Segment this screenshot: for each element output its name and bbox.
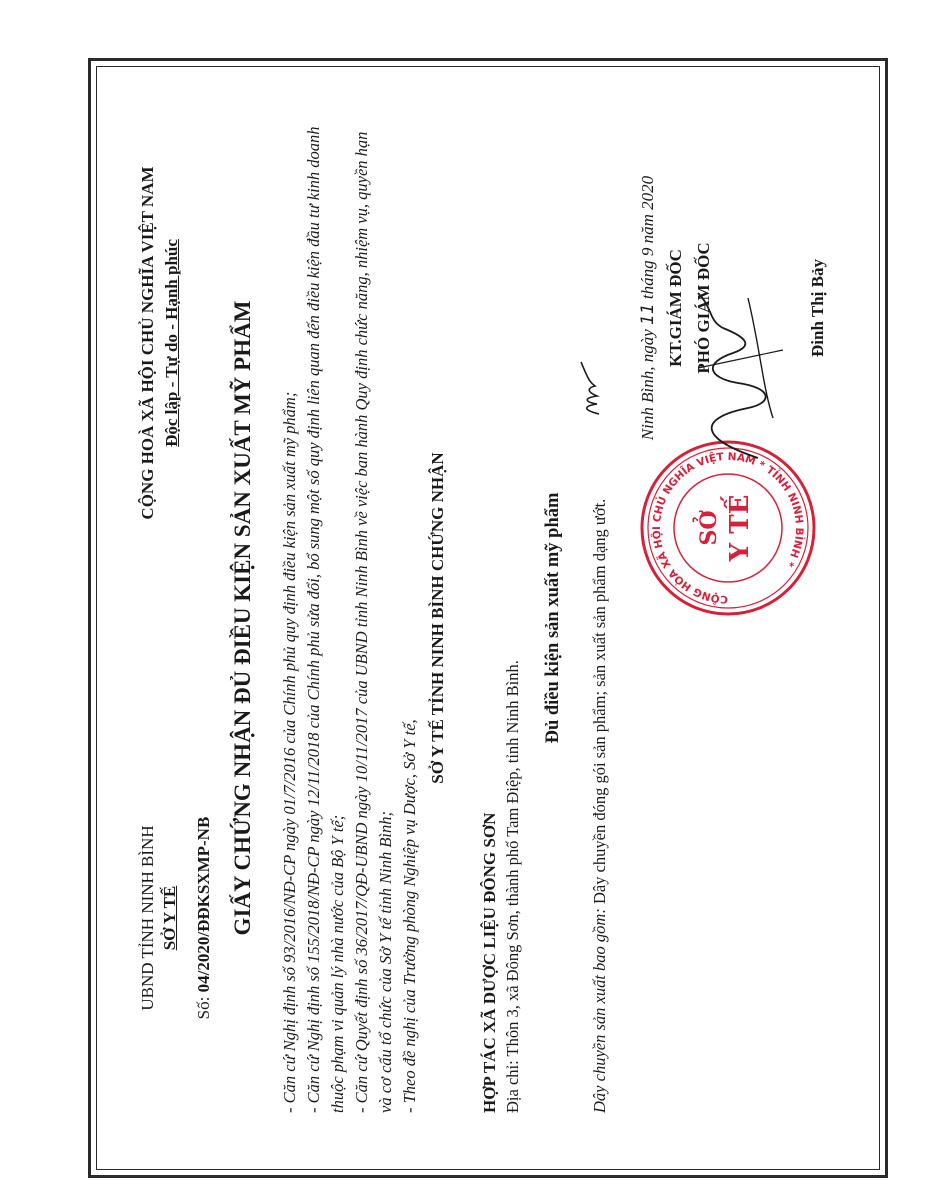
document-number-label: Số: — [194, 992, 213, 1020]
certifier-heading: SỞ Y TẾ TỈNH NINH BÌNH CHỨNG NHẬN — [428, 452, 447, 784]
document-title: GIẤY CHỨNG NHẬN ĐỦ ĐIỀU KIỆN SẢN XUẤT MỸ PHẨM — [230, 300, 255, 936]
signer-role-secondary: PHÓ GIÁM ĐỐC — [694, 242, 713, 374]
seal-center-bottom: Y TẾ — [725, 494, 755, 562]
legal-basis-item: - Căn cứ Quyết định số 36/2017/QĐ-UBND ngày 10/11/2017 của UBND tỉnh Ninh Bình về việc ban hành Quy định chức năng, nhiệm vụ, quyền hạn và cơ cấu tổ chức của Sở Y tế tỉnh Ninh Bình; — [352, 131, 395, 1113]
certification-status: Đủ điều kiện sản xuất mỹ phẩm — [543, 492, 563, 744]
certificate-document — [118, 98, 858, 1138]
issuer-org: UBND TỈNH NINH BÌNH — [138, 825, 157, 1011]
legal-basis-item: - Căn cứ Nghị định số 155/2018/NĐ-CP ngày 12/11/2018 của Chính phủ sửa đổi, bổ sung một số quy định liên quan đến điều kiện đầu tư kinh doanh thuộc phạm vi quản lý nhà nước của Bộ Y tế; — [304, 126, 347, 1113]
production-lines-text: Dây chuyền đóng gói sản phẩm; sản xuất sản phẩm dạng ướt. — [590, 498, 609, 909]
legal-basis — [278, 113, 422, 1113]
signer-name: Đinh Thị Bảy — [808, 259, 827, 357]
national-motto: Độc lập - Tự do - Hạnh phúc — [162, 239, 181, 447]
certificate-holder — [480, 153, 523, 1113]
production-lines-label: Dây chuyền sản xuất bao gồm: — [590, 908, 609, 1113]
seal-center-top: SỞ — [696, 510, 722, 546]
place-date-prefix: Ninh Bình, ngày — [638, 324, 657, 441]
holder-name: HỢP TÁC XÃ DƯỢC LIỆU ĐÔNG SƠN — [480, 812, 499, 1113]
signer-role-primary: KT.GIÁM ĐỐC — [666, 249, 685, 367]
document-number-value: 04/2020/ĐĐKSXMP-NB — [194, 816, 213, 993]
handwritten-initials — [573, 358, 607, 418]
production-lines — [590, 133, 610, 1113]
handwritten-signature — [678, 278, 798, 478]
national-title: CỘNG HOÀ XÃ HỘI CHỦ NGHĨA VIỆT NAM — [138, 166, 157, 520]
national-header — [138, 108, 182, 578]
issuer-department: SỞ Y TẾ — [160, 885, 179, 951]
legal-basis-item: - Căn cứ Nghị định số 93/2016/NĐ-CP ngày 01/7/2016 của Chính phủ quy định điều kiện sản xuất mỹ phẩm; — [280, 391, 299, 1113]
legal-basis-item: - Theo đề nghị của Trưởng phòng Nghiệp vụ Dược, Sở Y tế, — [400, 719, 419, 1113]
document-number — [194, 738, 214, 1098]
issuer-header — [138, 738, 214, 1098]
seal-ring-text: CỘNG HÒA XÃ HỘI CHỦ NGHĨA VIỆT NAM * TỈNH NINH BÌNH * — [650, 450, 806, 606]
holder-address: Địa chỉ: Thôn 3, xã Đông Sơn, thành phố Tam Điệp, tỉnh Ninh Bình. — [503, 660, 522, 1113]
handwritten-day: 11 — [638, 303, 658, 325]
place-date-suffix: tháng 9 năm 2020 — [638, 175, 657, 304]
